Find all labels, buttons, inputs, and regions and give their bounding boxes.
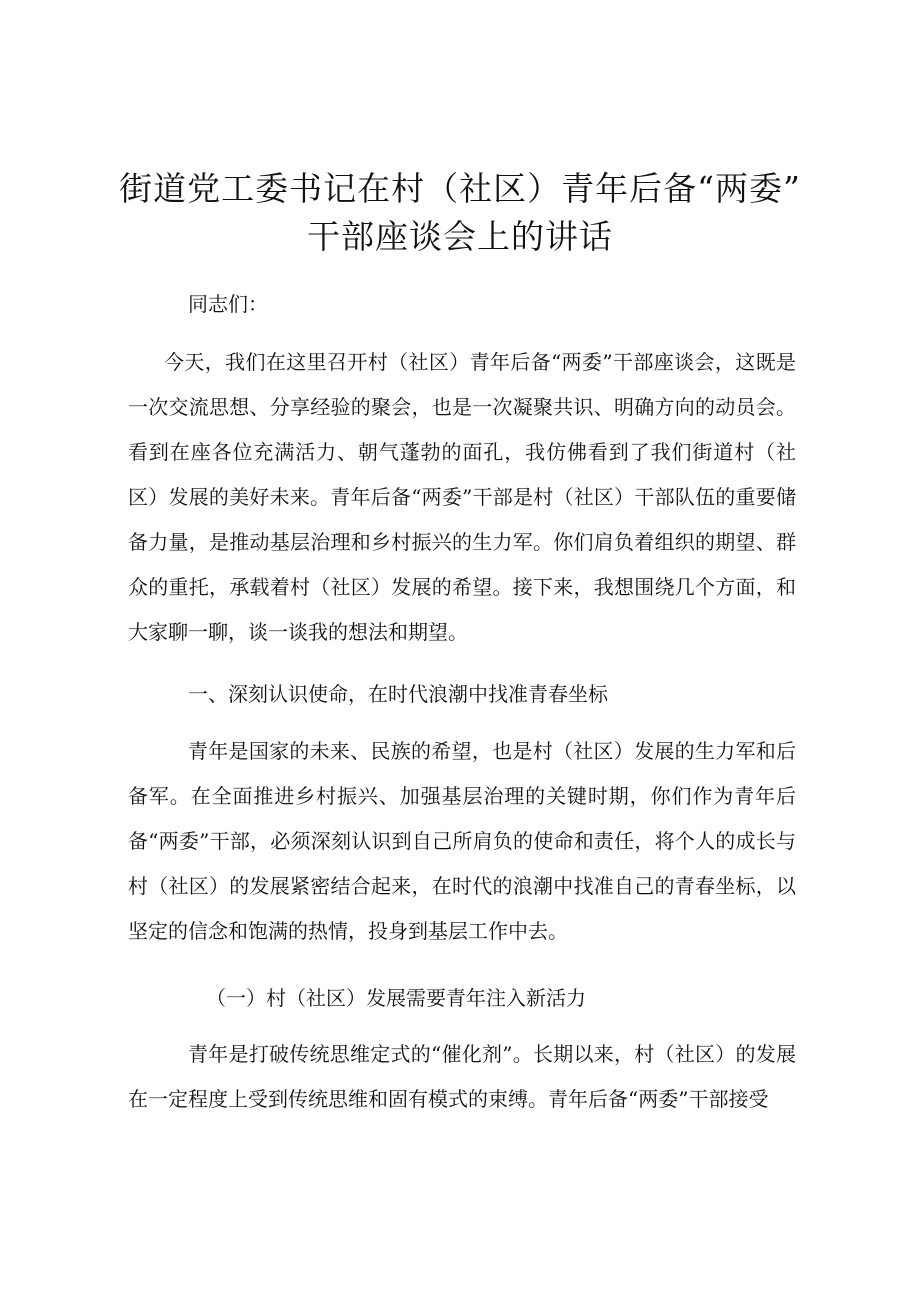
paragraph-section-1: 青年是国家的未来、民族的希望，也是村（社区）发展的生力军和后备军。在全面推进乡村振兴、加强基层治理的关键时期，你们作为青年后备“两委”干部，必须深刻认识到自己所肩负的使命和责任，将个人的成长与村（社区）的发展紧密结合起来，在时代的浪潮中找准自己的青春坐标，以坚定的信念和饱满的热情，投身到基层工作中去。 (128, 739, 796, 943)
subsection-heading-1: （一）村（社区）发展需要青年注入新活力 (206, 986, 586, 1010)
section-heading-1: 一、深刻认识使命，在时代浪潮中找准青春坐标 (188, 682, 608, 706)
document-title-line-2: 干部座谈会上的讲话 (307, 217, 613, 256)
paragraph-intro: 今天，我们在这里召开村（社区）青年后备“两委”干部座谈会，这既是一次交流思想、分享经验的聚会，也是一次凝聚共识、明确方向的动员会。看到在座各位充满活力、朝气蓬勃的面孔，我仿佛看到了我们街道村（社区）发展的美好未来。青年后备“两委”干部是村（社区）干部队伍的重要储备力量，是推动基层治理和乡村振兴的生力军。你们肩负着组织的期望、群众的重托，承载着村（社区）发展的希望。接下来，我想围绕几个方面，和大家聊一聊，谈一谈我的想法和期望。 (128, 350, 796, 644)
greeting: 同志们： (188, 292, 268, 316)
paragraph-subsection-1: 青年是打破传统思维定式的“催化剂”。长期以来，村（社区）的发展在一定程度上受到传统思维和固有模式的束缚。青年后备“两委”干部接受 (128, 1042, 796, 1111)
document-title-line-1: 街道党工委书记在村（社区）青年后备“两委” (119, 169, 801, 208)
